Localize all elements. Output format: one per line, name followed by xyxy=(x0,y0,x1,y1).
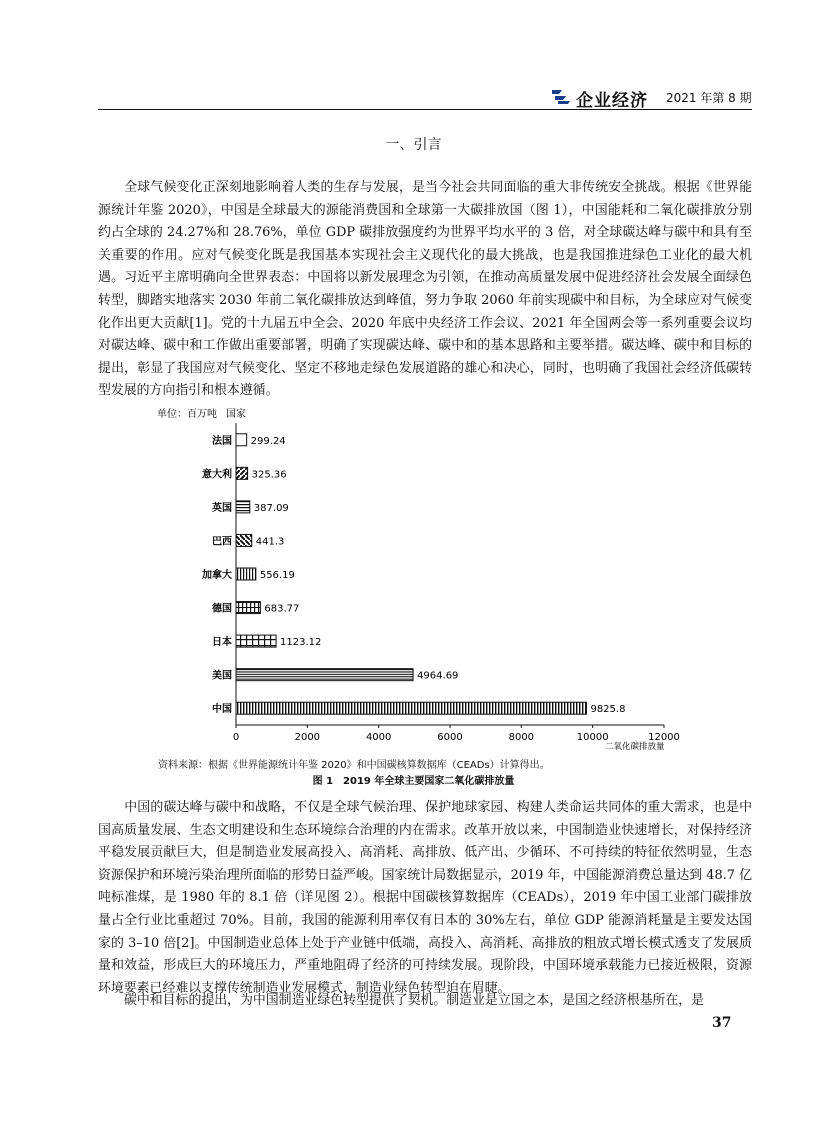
journal-name: 企业经济 xyxy=(576,91,648,111)
issue-label: 2021 年第 8 期 xyxy=(666,91,752,105)
running-header xyxy=(98,86,752,111)
bar-6 xyxy=(236,635,276,647)
value-label-7: 4964.69 xyxy=(417,670,459,682)
value-label-5: 683.77 xyxy=(264,603,300,615)
journal-logo-icon xyxy=(550,87,572,105)
bar-3 xyxy=(236,534,252,546)
chart-category-axis-label: 国家 xyxy=(226,409,246,420)
category-label-5: 德国 xyxy=(212,603,232,615)
value-label-0: 299.24 xyxy=(250,435,286,447)
bar-2 xyxy=(236,501,250,513)
x-tick-label-0: 0 xyxy=(232,732,240,743)
bar-0 xyxy=(236,434,247,446)
x-tick-label-3: 6000 xyxy=(437,732,463,743)
x-tick-label-6: 12000 xyxy=(648,732,680,743)
header-rule xyxy=(98,109,752,110)
paragraph-intro: 全球气候变化正深刻地影响着人类的生存与发展，是当今社会共同面临的重大非传统安全挑战。根据《世界能源统计年鉴 2020》，中国是全球最大的源能消费国和全球第一大碳排放国（图 1），中国能耗和二氧化碳排放分别约占全球的 24.27%和 28.76%，单位 GDP 碳排放强度约为世界平均水平的 3 倍，对全球碳达峰与碳中和具有至关重要的作用。应对气候变化既是我国基本实现社会主义现代化的最大挑战，也是我国推进绿色工业化的最大机遇。习近平主席明确向全世界表态：中国将以新发展理念为引领，在推动高质量发展中促进经济社会发展全面绿色转型，脚踏实地落实 2030 年前二氧化碳排放达到峰值，努力争取 2060 年前实现碳中和目标，为全球应对气候变化作出更大贡献[1]。党的十九届五中全会、2020 年底中央经济工作会议、2021 年全国两会等一系列重要会议均对碳达峰、碳中和工作做出重要部署，明确了实现碳达峰、碳中和的基本思路和主要举措。碳达峰、碳中和目标的提出，彰显了我国应对气候变化、坚定不移地走绿色发展道路的雄心和决心，同时，也明确了我国社会经济低碳转型发展的方向指引和根本遵循。 xyxy=(98,180,752,399)
section-title: 一、引言 xyxy=(385,137,442,153)
figure-caption: 图 1 2019 年全球主要国家二氧化碳排放量 xyxy=(312,776,515,787)
x-tick-label-4: 8000 xyxy=(508,732,535,743)
category-label-1: 意大利 xyxy=(202,469,232,481)
chart-value-axis-label: 二氧化碳排放量 xyxy=(605,742,665,752)
category-label-6: 日本 xyxy=(212,637,232,649)
paragraph-manufacturing: 中国的碳达峰与碳中和战略，不仅是全球气候治理、保护地球家园、构建人类命运共同体的重大需求，也是中国高质量发展、生态文明建设和生态环境综合治理的内在需求。改革开放以来，中国制造业快速增长，对保持经济平稳发展贡献巨大，但是制造业发展高投入、高消耗、高排放、低产出、少循环、不可持续的特征依然明显，生态资源保护和环境污染治理所面临的形势日益严峻。国家统计局数据显示，2019 年，中国能源消费总量达到 48.7 亿吨标准煤，是 1980 年的 8.1 倍（详见图 2）。根据中国碳核算数据库（CEADs），2019 年中国工业部门碳排放量占全行业比重超过 70%。目前，我国的能源利用率仅有日本的 30%左右，单位 GDP 能源消耗量是主要发达国家的 3–10 倍[2]。中国制造业总体上处于产业链中低端，高投入、高消耗、高排放的粗放式增长模式透支了发展质量和效益，形成巨大的环境压力，严重地阻碍了经济的可持续发展。现阶段，中国环境承载能力已接近极限，资源环境要素已经难以支撑传统制造业发展模式，制造业绿色转型迫在眉睫。 xyxy=(98,800,752,996)
page-number: 37 xyxy=(712,1015,732,1031)
figure-source: 资料来源：根据《世界能源统计年鉴 2020》和中国碳核算数据库（CEADs）计算得出。 xyxy=(158,760,550,771)
value-label-4: 556.19 xyxy=(259,570,295,581)
value-label-3: 441.3 xyxy=(255,536,285,548)
emissions-bar-chart xyxy=(150,405,680,755)
category-label-2: 英国 xyxy=(212,502,232,514)
category-label-7: 美国 xyxy=(212,670,232,682)
value-label-6: 1123.12 xyxy=(280,637,322,649)
category-label-3: 巴西 xyxy=(212,536,232,548)
category-label-8: 中国 xyxy=(212,704,232,716)
bar-5 xyxy=(236,602,260,614)
value-label-8: 9825.8 xyxy=(590,704,626,716)
bar-1 xyxy=(236,467,248,479)
bar-7 xyxy=(236,669,413,681)
bar-8 xyxy=(236,702,586,714)
bar-4 xyxy=(236,568,256,580)
value-label-2: 387.09 xyxy=(253,502,289,514)
x-tick-label-1: 2000 xyxy=(294,732,321,743)
value-label-1: 325.36 xyxy=(251,469,287,481)
x-tick-label-5: 10000 xyxy=(576,732,609,743)
paragraph-carbon-neutral: 碳中和目标的提出，为中国制造业绿色转型提供了契机。制造业是立国之本，是国之经济根基所在，是 xyxy=(124,993,705,1008)
category-label-0: 法国 xyxy=(212,435,232,447)
x-tick-label-2: 4000 xyxy=(365,732,392,743)
chart-unit-label: 单位：百万吨 xyxy=(157,409,217,420)
category-label-4: 加拿大 xyxy=(202,570,232,581)
